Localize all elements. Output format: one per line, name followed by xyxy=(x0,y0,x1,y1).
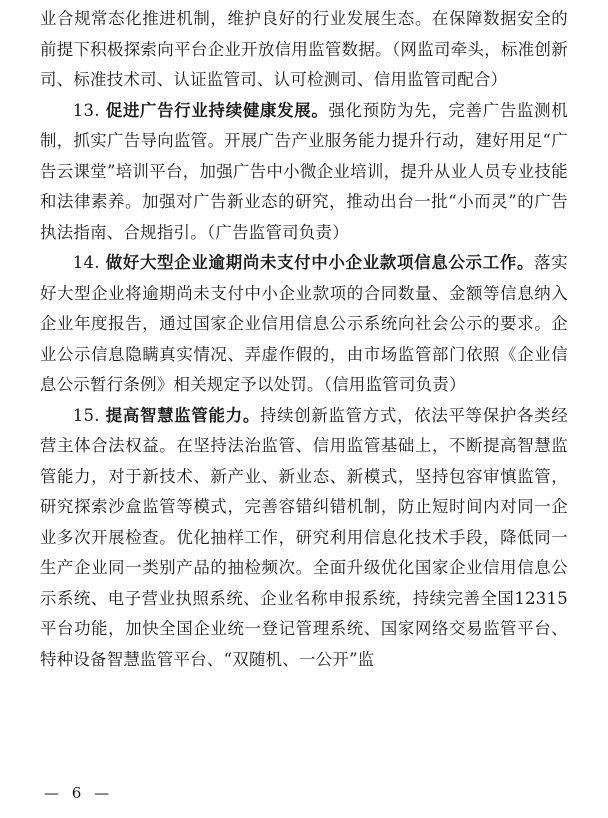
paragraph-body: 业合规常态化推进机制，维护良好的行业发展生态。在保障数据安全的前提下积极探索向平台企业开放信用监管数据。（网监司牵头，标准创新司、标准技术司、认证监管司、认可检测司、信用监管司配合） xyxy=(40,9,568,89)
paragraph-body: 强化预防为先，完善广告监测机制，抓实广告导向监管。开展广告产业服务能力提升行动，建好用足“广告云课堂”培训平台，加强广告中小微企业培训，提升从业人员专业技能和法律素养。加强对广告新业态的研究，推动出台一批“小而灵”的广告执法指南、合规指引。（广告监管司负责） xyxy=(40,100,569,242)
item-heading: 做好大型企业逾期尚未支付中小企业款项信息公示工作。 xyxy=(105,253,535,272)
paragraph-body: 持续创新监管方式，依法平等保护各类经营主体合法权益。在坚持法治监管、信用监管基础上，不断提高智慧监管能力，对于新技术、新产业、新业态、新模式，坚持包容审慎监管，研究探索沙盒监管等模式，完善容错纠错机制，防止短时间内对同一企业多次开展检查。优化抽样工作，研究利用信息化技术手段，降低同一生产企业同一类别产品的抽检频次。全面升级优化国家企业信用信息公示系统、电子营业执照系统、企业名称申报系统，持续完善全国12315平台功能，加快全国企业统一登记管理系统、国家网络交易监管平台、特种设备智慧监管平台、“双随机、一公开”监 xyxy=(40,405,569,669)
paragraph-item-13 xyxy=(40,96,568,249)
paragraph-continuation xyxy=(40,4,568,96)
item-heading: 提高智慧监管能力。 xyxy=(105,405,260,425)
paragraph-item-15 xyxy=(40,401,568,676)
item-number: 15. xyxy=(72,405,106,425)
item-number: 14. xyxy=(72,253,106,272)
page-number: — 6 — xyxy=(44,784,114,802)
paragraph-body: 落实好大型企业将逾期尚未支付中小企业款项的合同数量、金额等信息纳入企业年度报告，通过国家企业信用信息公示系统向社会公示的要求。企业公示信息隐瞒真实情况、弄虚作假的，由市场监管部门依照《企业信息公示暂行条例》相关规定予以处罚。（信用监管司负责） xyxy=(40,253,569,394)
paragraph-item-14 xyxy=(40,248,568,401)
item-number: 13. xyxy=(72,100,106,120)
item-heading: 促进广告行业持续健康发展。 xyxy=(105,100,329,120)
